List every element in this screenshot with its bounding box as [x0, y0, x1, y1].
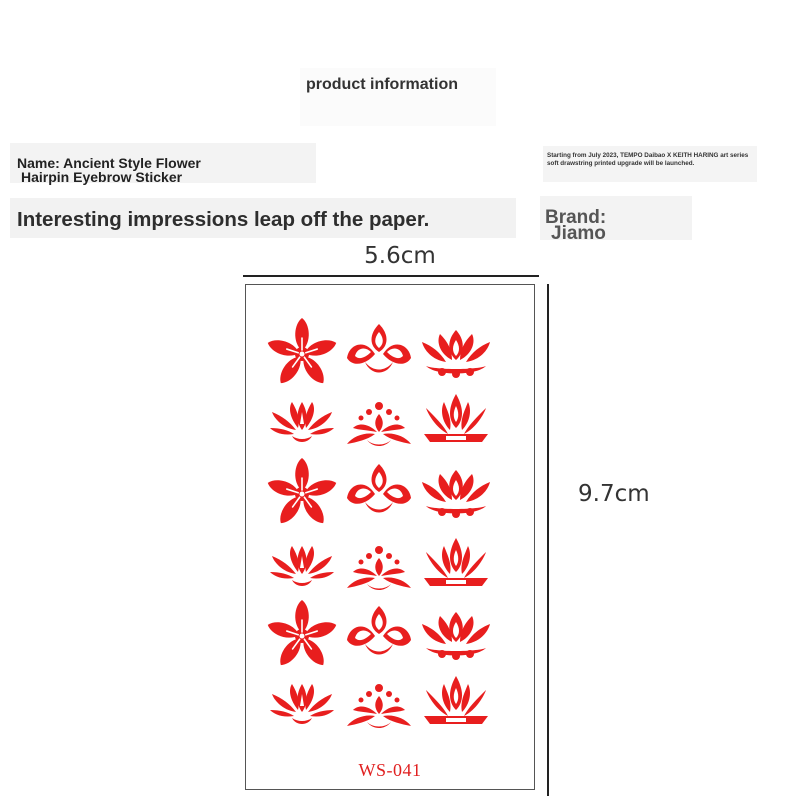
tagline: Interesting impressions leap off the paper.: [10, 198, 516, 238]
flame-lotus-icon: [424, 676, 488, 724]
product-name-line-2: Hairpin Eyebrow Sticker: [21, 169, 183, 185]
height-rule: [547, 284, 549, 796]
plum-blossom-icon: [266, 318, 339, 387]
plum-blossom-icon: [266, 458, 339, 527]
dotted-fan-flower-icon: [347, 546, 411, 590]
brand-label: Brand:: [545, 207, 607, 228]
product-name: [10, 143, 316, 183]
brand-value: Jiamo: [551, 223, 606, 244]
orchid-icon: [347, 606, 411, 655]
width-dimension: 5.6cm: [364, 243, 436, 269]
height-dimension: 9.7cm: [578, 481, 650, 507]
width-rule: [243, 275, 539, 277]
brand-block: [540, 196, 692, 244]
sheet-code: WS-041: [358, 760, 422, 780]
section-heading: product information: [300, 68, 496, 126]
orchid-icon: [347, 464, 411, 513]
orchid-icon: [347, 324, 411, 373]
notice-text: Starting from July 2023, TEMPO Daibao X KEITH HARING art series soft drawstring printed upgrade will be launched.: [543, 146, 757, 182]
dotted-fan-flower-icon: [347, 684, 411, 728]
water-lily-icon: [270, 684, 334, 724]
sticker-grid: [245, 284, 535, 790]
water-lily-icon: [270, 546, 334, 586]
plum-blossom-icon: [266, 600, 339, 669]
flame-lotus-icon: [424, 394, 488, 442]
water-lily-icon: [270, 402, 334, 442]
dotted-fan-flower-icon: [347, 402, 411, 446]
lotus-icon: [422, 612, 490, 660]
lotus-icon: [422, 470, 490, 518]
flame-lotus-icon: [424, 538, 488, 586]
product-name-line-1: Name: Ancient Style Flower: [17, 155, 201, 171]
lotus-icon: [422, 330, 490, 378]
